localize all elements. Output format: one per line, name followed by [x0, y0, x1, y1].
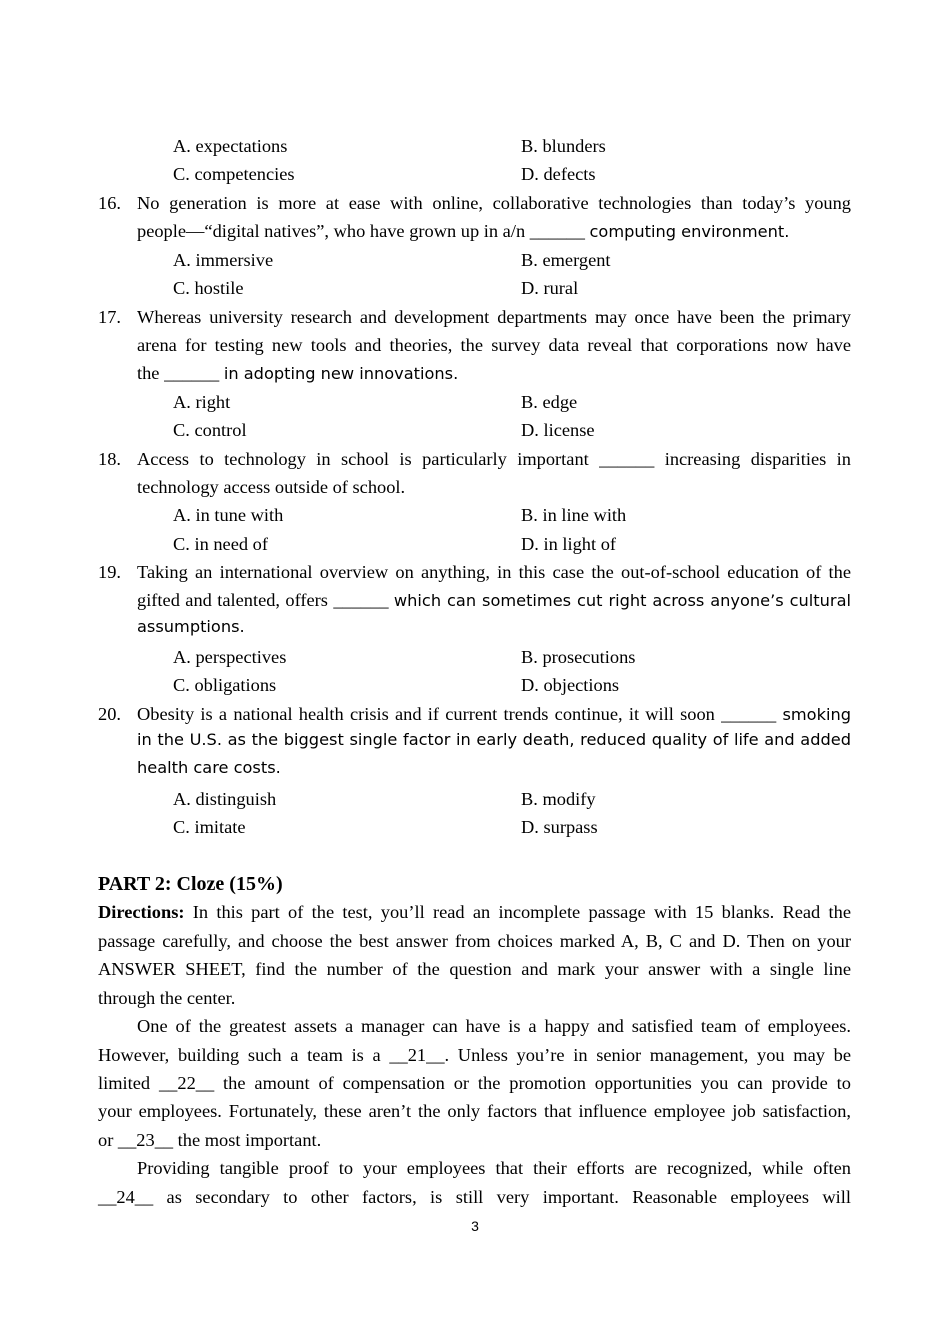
- q17-stem-line1: Whereas university research and development departments may once have been the primary: [137, 307, 851, 327]
- q16-option-b: B. emergent: [521, 250, 611, 270]
- q18-option-d: D. in light of: [521, 534, 617, 554]
- directions-label: Directions:: [98, 902, 185, 922]
- q18-stem-line2: technology access outside of school.: [137, 477, 406, 497]
- directions-line3: ANSWER SHEET, find the number of the question and mark your answer with a single line: [98, 959, 851, 979]
- q19-number: 19.: [98, 562, 121, 582]
- q17-option-d: D. license: [521, 420, 595, 440]
- q17-stem-line3: [137, 364, 458, 383]
- q19-stem-line3: assumptions.: [137, 617, 245, 636]
- q19-stem-line2-serif: gifted and talented, offers ______: [137, 590, 394, 610]
- q19-option-c: C. obligations: [173, 675, 277, 695]
- q19-option-a: A. perspectives: [173, 647, 287, 667]
- q19-stem-line1: Taking an international overview on anything, in this case the out-of-school education of the: [137, 562, 851, 582]
- q16-stem-line2-serif: people—“digital natives”, who have grown up in a/n ______: [137, 221, 590, 241]
- q16-stem-line2: [137, 222, 789, 241]
- q20-option-b: B. modify: [521, 789, 596, 809]
- q20-stem-line1: [137, 705, 851, 723]
- q20-stem-line2: in the U.S. as the biggest single factor in early death, reduced quality of life and added: [137, 730, 851, 749]
- q17-option-c: C. control: [173, 420, 247, 440]
- q16-option-c: C. hostile: [173, 278, 244, 298]
- q18-option-b: B. in line with: [521, 505, 627, 525]
- q18-number: 18.: [98, 449, 121, 469]
- q19-option-b: B. prosecutions: [521, 647, 636, 667]
- part2-heading: PART 2: Cloze (15%): [98, 873, 283, 895]
- q20-stem-line1-sans: smoking: [782, 705, 851, 724]
- directions-line1: [98, 903, 851, 921]
- q19-stem-line2-sans: which can sometimes cut right across anyone’s cultural: [393, 591, 851, 610]
- passage-p1-line2: However, building such a team is a __21__. Unless you’re in senior management, you may be: [98, 1045, 851, 1065]
- q16-stem-line1: No generation is more at ease with online, collaborative technologies than today’s young: [137, 193, 851, 213]
- q16-stem-line2-sans: computing environment.: [589, 222, 790, 241]
- passage-p1-line3: limited __22__ the amount of compensation or the promotion opportunities you can provide to: [98, 1073, 851, 1093]
- q16-option-a: A. immersive: [173, 250, 274, 270]
- passage-p1-line4: your employees. Fortunately, these aren’t the only factors that influence employee job satisfaction,: [98, 1101, 851, 1121]
- q15-option-d: D. defects: [521, 164, 596, 184]
- directions-line2: passage carefully, and choose the best answer from choices marked A, B, C and D. Then on your: [98, 931, 851, 951]
- q15-option-c: C. competencies: [173, 164, 295, 184]
- q20-option-d: D. surpass: [521, 817, 598, 837]
- page-number: 3: [471, 1218, 479, 1234]
- q17-stem-line3-serif: the ______: [137, 363, 224, 383]
- q18-option-a: A. in tune with: [173, 505, 284, 525]
- q19-stem-line2: [137, 591, 851, 609]
- directions-line4: through the center.: [98, 988, 236, 1008]
- q17-option-b: B. edge: [521, 392, 578, 412]
- q17-stem-line3-sans: in adopting new innovations.: [223, 364, 459, 383]
- q17-stem-line2: arena for testing new tools and theories, the survey data reveal that corporations now have: [137, 335, 851, 355]
- q17-number: 17.: [98, 307, 121, 327]
- q15-option-b: B. blunders: [521, 136, 606, 156]
- q20-number: 20.: [98, 704, 121, 724]
- q20-stem-line3: health care costs.: [137, 758, 281, 777]
- directions-text-1: In this part of the test, you’ll read an incomplete passage with 15 blanks. Read the: [184, 902, 851, 922]
- q20-option-a: A. distinguish: [173, 789, 277, 809]
- q17-option-a: A. right: [173, 392, 231, 412]
- q18-option-c: C. in need of: [173, 534, 268, 554]
- q20-option-c: C. imitate: [173, 817, 246, 837]
- passage-p2-line1: Providing tangible proof to your employees that their efforts are recognized, while often: [137, 1158, 851, 1178]
- passage-p1-line5: or __23__ the most important.: [98, 1130, 322, 1150]
- q16-number: 16.: [98, 193, 121, 213]
- passage-p2-line2: __24__ as secondary to other factors, is still very important. Reasonable employees will: [98, 1187, 851, 1207]
- q19-option-d: D. objections: [521, 675, 620, 695]
- passage-p1-line1: One of the greatest assets a manager can have is a happy and satisfied team of employees.: [137, 1016, 851, 1036]
- q20-stem-line1-serif: Obesity is a national health crisis and if current trends continue, it will soon ______: [137, 704, 783, 724]
- q15-option-a: A. expectations: [173, 136, 288, 156]
- q18-stem-line1: Access to technology in school is particularly important ______ increasing disparities in: [137, 449, 851, 469]
- q16-option-d: D. rural: [521, 278, 579, 298]
